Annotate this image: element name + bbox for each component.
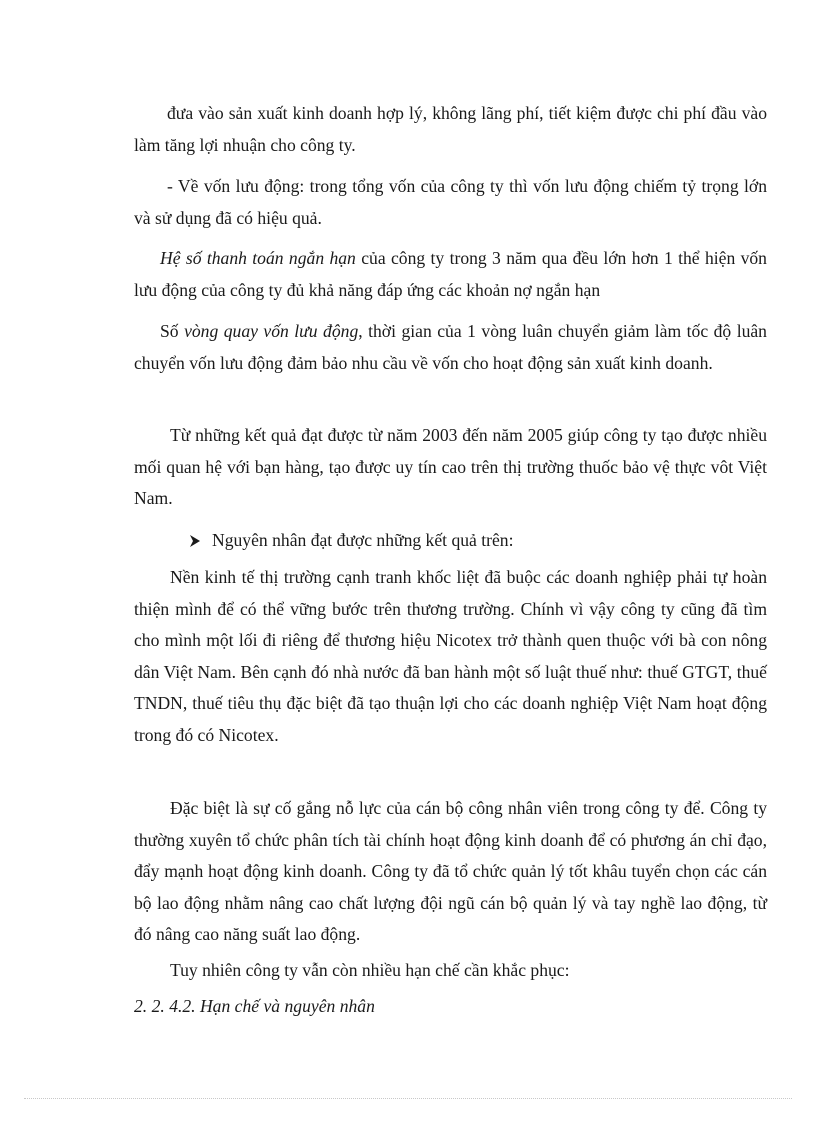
paragraph-liquidity-ratio xyxy=(134,243,767,306)
paragraph-text: - Về vốn lưu động: trong tổng vốn của công ty thì vốn lưu động chiếm tỷ trọng lớn và sử dụng đã có hiệu quả. xyxy=(134,176,767,228)
paragraph-text: Từ những kết quả đạt được từ năm 2003 đến năm 2005 giúp công ty tạo được nhiều mối quan hệ với bạn hàng, tạo được uy tín cao trên thị trường thuốc bảo vệ thực vôt Việt Nam. xyxy=(134,425,767,508)
paragraph-staff-efforts xyxy=(134,793,767,951)
paragraph-text: Số xyxy=(160,321,185,341)
paragraph-text: Đặc biệt là sự cố gắng nỗ lực của cán bộ công nhân viên trong công ty để. Công ty thường xuyên tổ chức phân tích tài chính hoạt động kinh doanh để có phương án chỉ đạo, đẩy mạnh hoạt động kinh doanh. Công ty đã tổ chức quản lý tốt khâu tuyển chọn các cán bộ lao động nhằm nâng cao chất lượng đội ngũ cán bộ quản lý và tay nghề lao động, từ đó nâng cao năng suất lao động. xyxy=(134,798,767,944)
bullet-text: Nguyên nhân đạt được những kết quả trên: xyxy=(212,530,514,550)
paragraph-text: , thời gian của 1 vòng luân chuyển giảm làm tốc độ luân chuyển vốn lưu động đảm bảo nhu cầu về vốn cho hoạt động sản xuất kinh doanh. xyxy=(134,321,767,373)
paragraph-working-capital xyxy=(134,171,767,234)
italic-term: vòng quay vốn lưu động xyxy=(184,321,359,341)
italic-term: Hệ số thanh toán ngắn hạn xyxy=(160,248,356,268)
bullet-item xyxy=(190,525,514,557)
section-heading: 2. 2. 4.2. Hạn chế và nguyên nhân xyxy=(134,996,375,1016)
paragraph-turnover xyxy=(134,316,767,379)
paragraph-text: của công ty trong 3 năm qua đều lớn hơn 1 thể hiện vốn lưu động của công ty đủ khả năng đáp ứng các khoản nợ ngắn hạn xyxy=(134,248,767,300)
paragraph-text: Nền kinh tế thị trường cạnh tranh khốc liệt đã buộc các doanh nghiệp phải tự hoàn thiện mình để có thể vững bước trên thương trường. Chính vì vậy công ty cũng đã tìm cho mình một lối đi riêng để thương hiệu Nicotex trở thành quen thuộc với bà con nông dân Việt Nam. Bên cạnh đó nhà nước đã ban hành một số luật thuế như: thuế GTGT, thuế TNDN, thuế tiêu thụ đặc biệt đã tạo thuận lợi cho các doanh nghiệp Việt Nam hoạt động trong đó có Nicotex. xyxy=(134,567,767,745)
paragraph-results xyxy=(134,420,767,515)
paragraph-text: đưa vào sản xuất kinh doanh hợp lý, không lãng phí, tiết kiệm được chi phí đầu vào làm tăng lợi nhuận cho công ty. xyxy=(134,103,767,155)
page-bottom-divider xyxy=(24,1098,792,1099)
paragraph-causes xyxy=(134,562,767,751)
arrow-bullet-icon xyxy=(190,535,200,547)
paragraph-limitations-intro xyxy=(134,955,767,987)
paragraph-continuation xyxy=(134,98,767,161)
paragraph-text: Tuy nhiên công ty vẫn còn nhiều hạn chế cần khắc phục: xyxy=(170,960,570,980)
